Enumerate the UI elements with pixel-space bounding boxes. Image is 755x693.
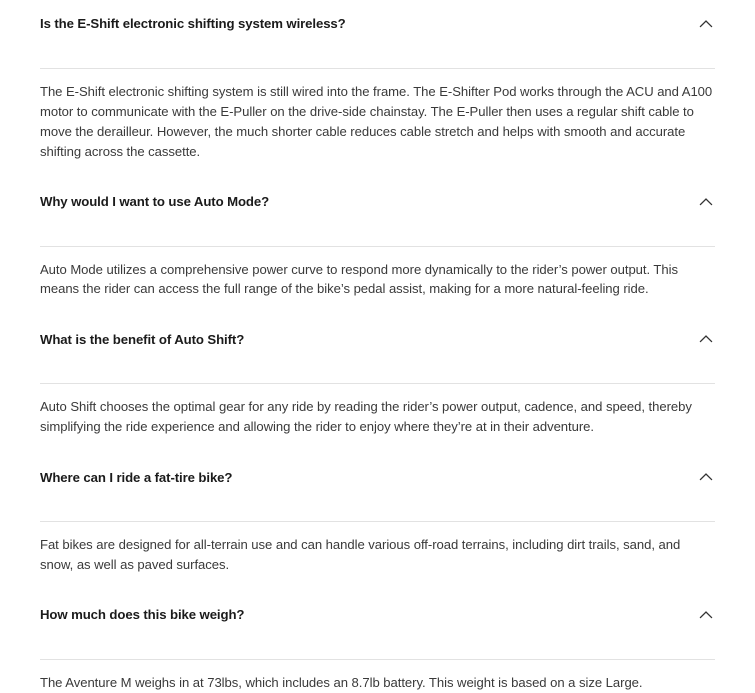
faq-answer-text: The E-Shift electronic shifting system is still wired into the frame. The E-Shifter Pod works through the ACU and A100 motor to communicate with the E-Puller on the drive-side chainstay. The E-Puller then uses a regular shift cable to move the derailleur. However, the much shorter cable reduces cable stretch and helps with smooth and accurate shifting across the cassette.	[40, 84, 713, 159]
faq-answer-text: The Aventure M weighs in at 73lbs, which includes an 8.7lb battery. This weight is based on a size Large.	[40, 674, 643, 690]
faq-question-text: What is the benefit of Auto Shift?	[40, 331, 245, 347]
faq-item	[0, 459, 755, 575]
faq-question-header[interactable]	[40, 321, 715, 357]
faq-item	[0, 597, 755, 693]
faq-question-text: Where can I ride a fat-tire bike?	[40, 469, 233, 485]
faq-question-header[interactable]	[40, 459, 715, 495]
faq-question-text: Why would I want to use Auto Mode?	[40, 193, 270, 209]
chevron-up-icon[interactable]	[697, 15, 715, 33]
faq-answer-panel	[40, 521, 715, 575]
faq-question-text: Is the E-Shift electronic shifting system wireless?	[40, 16, 346, 32]
chevron-up-icon[interactable]	[697, 468, 715, 486]
chevron-up-icon[interactable]	[697, 193, 715, 211]
faq-item	[0, 184, 755, 300]
chevron-up-icon[interactable]	[697, 606, 715, 624]
chevron-up-icon[interactable]	[697, 330, 715, 348]
faq-question-header[interactable]	[40, 597, 715, 633]
faq-answer-text: Fat bikes are designed for all-terrain use and can handle various off-road terrains, including dirt trails, sand, and snow, as well as paved surfaces.	[40, 537, 681, 573]
faq-answer-panel	[40, 68, 715, 162]
faq-answer-text: Auto Shift chooses the optimal gear for any ride by reading the rider’s power output, cadence, and speed, thereby simplifying the ride experience and allowing the rider to enjoy where they’re at in their adventure.	[40, 399, 692, 435]
faq-item	[0, 6, 755, 162]
faq-item	[0, 321, 755, 437]
faq-answer-panel	[40, 246, 715, 300]
faq-answer-text: Auto Mode utilizes a comprehensive power curve to respond more dynamically to the rider’s power output. This means the rider can access the full range of the bike’s pedal assist, making for a more natural-feeling ride.	[40, 261, 678, 297]
faq-answer-panel	[40, 659, 715, 693]
faq-question-header[interactable]	[40, 6, 715, 42]
faq-question-text: How much does this bike weigh?	[40, 607, 245, 623]
faq-question-header[interactable]	[40, 184, 715, 220]
faq-answer-panel	[40, 383, 715, 437]
